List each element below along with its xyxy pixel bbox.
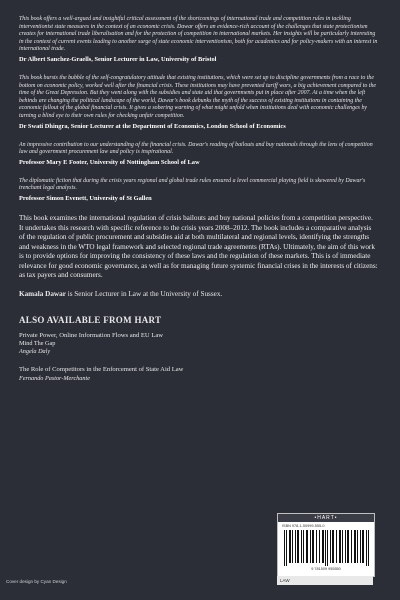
publisher-band: •HART• <box>278 514 374 522</box>
author-name: Kamala Dawar <box>19 290 66 299</box>
review-attribution: Professor Simon Evenett, University of St Gallen <box>19 194 152 202</box>
review-quote: An impressive contribution to our understanding of the financial crisis. Dawar's reading of bailouts and buy nationals through the lens of competition law and government procurement law and policy is inspirational. <box>19 141 373 156</box>
related-book-2 <box>19 366 379 382</box>
review-3 <box>19 142 379 167</box>
related-book-title: Private Power, Online Information Flows and EU Law <box>19 332 164 340</box>
barcode-graphic <box>282 530 370 566</box>
review-quote: This book bursts the bubble of the self-congratulatory attitude that existing institutions, which were set up to discipline governments from a race to the bottom on economic policy, worked well after the financial crisis. These institutions may have prevented tariff wars, a big achievement compared to the time of the Great Depression. But they went along with the subsidies and state aid that governments put in place after 2007. At a time when the left behinds are changing the political landscape of the world, Dawar's book debunks the myth of the success of existing institutions in containing the economic fallout of the global financial crisis. It gives a sobering warning of what might unfold when institutions deal with economic challenges by turning a blind eye to their own rules for checking unfair competition. <box>19 74 377 119</box>
related-book-1 <box>19 332 379 356</box>
related-book-author: Fernando Pastor-Merchante <box>19 374 90 382</box>
category-tag: LAW <box>277 576 373 585</box>
review-2 <box>19 75 379 131</box>
review-1 <box>19 16 379 64</box>
review-attribution: Professor Mary E Footer, University of Nottingham School of Law <box>19 158 200 166</box>
book-description: This book examines the international regulation of crisis bailouts and buy national policies from a competition perspective. It undertakes this research with specific reference to the crisis years 2008–2012. The book includes a comparative analysis of the regulation of public procurement and subsidies aid at both multilateral and regional levels, identifying the strengths and weakness in the WTO legal framework and selected regional trade agreements (RTAs). Ultimately, the aim of this work is to provide options for improving the consistency of these laws and the regulation of these markets. This is of immediate relevance for good economic governance, as well as for managing future systemic financial crises in the interests of citizens: as tax payers and consumers. <box>19 213 378 280</box>
also-available-heading: ALSO AVAILABLE FROM HART <box>19 315 162 326</box>
review-attribution: Dr Swati Dhingra, Senior Lecturer at the Department of Economics, London School of Economics <box>19 122 286 130</box>
cover-design-credit: Cover design by Cyan Design <box>6 579 67 584</box>
review-quote: This book offers a well-argued and insightful critical assessment of the shortcomings of international trade and competition rules in tackling interventionist state measures in the context of an economic crisis. Dawar offers an evidence-rich account of the challenges that state protectionism creates for international trade liberalisation and for the protection of competition in international markets. Her insights will be particularly interesting in the context of current events leading to another surge of state economic interventionism, both for academics and for policy-makers with an interest in international trade. <box>19 16 378 53</box>
review-attribution: Dr Albert Sanchez-Graells, Senior Lecturer in Law, University of Bristol <box>19 55 217 63</box>
isbn-text: ISBN 978-1-50999-555-0 <box>282 524 325 528</box>
related-book-author: Angela Daly <box>19 348 51 356</box>
related-book-subtitle: Mind The Gap <box>19 340 56 348</box>
review-quote: The diplomatic fiction that during the crisis years regional and global trade rules ensured a level commercial playing field is skewered by Dawar's trenchant legal analysis. <box>19 177 366 192</box>
content <box>19 16 379 393</box>
barcode-digits: 9 781509 955550 <box>311 567 341 571</box>
barcode-panel <box>277 513 375 577</box>
author-bio <box>19 290 379 299</box>
review-4 <box>19 178 379 203</box>
related-book-title: The Role of Competitors in the Enforcement of State Aid Law <box>19 366 184 374</box>
author-bio-text: is Senior Lecturer in Law at the University of Sussex. <box>65 290 223 299</box>
